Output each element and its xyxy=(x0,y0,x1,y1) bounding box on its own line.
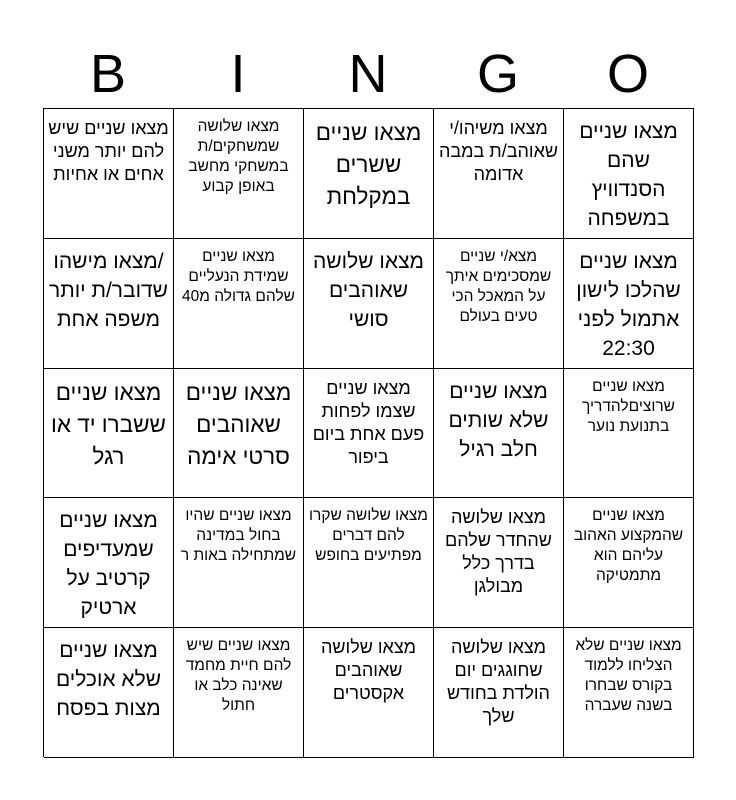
cell-text: מצאו שלושה שקרו להם דברים מפתיעים בחופש xyxy=(309,507,428,564)
bingo-cell[interactable] xyxy=(304,369,434,498)
cell-text: מצאו שניים שלא אוכלים מצות בפסח xyxy=(55,639,162,720)
cell-text: מצאו שניים שרוצים‌להדריך בתנועת נוער xyxy=(582,378,675,435)
header-letter-i: I xyxy=(230,44,246,104)
bingo-cell[interactable] xyxy=(564,369,694,498)
bingo-cell[interactable] xyxy=(434,498,564,628)
bingo-cell[interactable] xyxy=(44,628,174,758)
cell-text: מצאו שניים שיש להם יותר משני אחים או אחיות xyxy=(48,118,169,184)
bingo-cell[interactable] xyxy=(564,109,694,239)
bingo-cell[interactable] xyxy=(304,628,434,758)
bingo-cell[interactable] xyxy=(564,628,694,758)
cell-text: מצאו שלושה שחוגגים יום הולדת בחודש שלך xyxy=(447,637,550,726)
bingo-cell[interactable] xyxy=(44,498,174,628)
cell-text: /מצאו מישהו שדובר/ת יותר משפה אחת xyxy=(48,250,169,331)
bingo-cell[interactable] xyxy=(174,109,304,239)
bingo-cell[interactable] xyxy=(44,109,174,239)
header-letter-o: O xyxy=(606,44,649,104)
bingo-cell[interactable] xyxy=(434,628,564,758)
bingo-cell[interactable] xyxy=(304,109,434,239)
cell-text: מצאו שניים שלא הצליחו ללמוד בקורס שבחרו בשנה שעברה xyxy=(575,637,682,714)
bingo-cell[interactable] xyxy=(174,369,304,498)
cell-text: מצאו משיהו/י שאוהב/ת במבה אדומה xyxy=(438,118,559,184)
bingo-cell[interactable] xyxy=(564,239,694,369)
cell-text: מצאו שלושה שמשחקים/ת במשחקי מחשב באופן קבוע xyxy=(188,118,289,195)
bingo-cell[interactable] xyxy=(174,628,304,758)
bingo-cell[interactable] xyxy=(434,109,564,239)
cell-text: מצאו שניים שצמו לפחות פעם אחת ביום ביפור xyxy=(312,378,425,467)
cell-text: מצאו שלושה שאוהבים סושי xyxy=(313,250,424,331)
cell-text: מצאו שלושה שהחדר שלהם בדרך כלל מבולגן xyxy=(445,507,552,596)
bingo-cell[interactable] xyxy=(174,239,304,369)
cell-text: מצאו שניים שמידת הנעליים שלהם גדולה מ40 xyxy=(182,248,295,305)
bingo-cell[interactable] xyxy=(434,239,564,369)
cell-text: מצאו שניים ששרים במקלחת xyxy=(315,120,422,209)
bingo-cell[interactable] xyxy=(44,239,174,369)
cell-text: מצאו שניים שלא שותים חלב רגיל xyxy=(448,380,549,461)
cell-text: מצאו שניים ששברו יד או רגל xyxy=(51,380,166,469)
cell-text: מצאו שניים שמעדיפים קרטיב על ארטיק xyxy=(59,509,158,619)
header-letter-n: N xyxy=(348,44,388,104)
cell-text: מצאו שניים שיש להם חיית מחמד שאינה כלב או חתול xyxy=(185,637,292,714)
bingo-cell[interactable] xyxy=(304,498,434,628)
bingo-cell[interactable] xyxy=(564,498,694,628)
bingo-cell[interactable] xyxy=(304,239,434,369)
header-letter-g: G xyxy=(476,44,519,104)
cell-text: מצאו שניים שהם הסנדוויץ במשפחה xyxy=(579,120,678,230)
bingo-cell[interactable] xyxy=(44,369,174,498)
bingo-board xyxy=(43,108,694,757)
cell-text: מצאו שניים שהמקצוע האהוב עליהם הוא מתמטיקה xyxy=(573,507,684,584)
cell-text: מצא/י שניים שמסכימים איתך על המאכל הכי טעים בעולם xyxy=(445,248,552,325)
cell-text: מצאו שניים שאוהבים סרטי אימה xyxy=(185,380,292,469)
cell-text: מצאו שניים שהלכו לישון אתמול לפני 22:30 xyxy=(576,250,681,360)
bingo-cell[interactable] xyxy=(174,498,304,628)
bingo-header xyxy=(43,38,693,110)
bingo-cell[interactable] xyxy=(434,369,564,498)
cell-text: מצאו שלושה שאוהבים אקסטרים xyxy=(320,637,417,703)
header-letter-b: B xyxy=(89,44,127,104)
cell-text: מצאו שניים שהיו בחול במדינה שמתחילה באות ר xyxy=(180,507,297,564)
